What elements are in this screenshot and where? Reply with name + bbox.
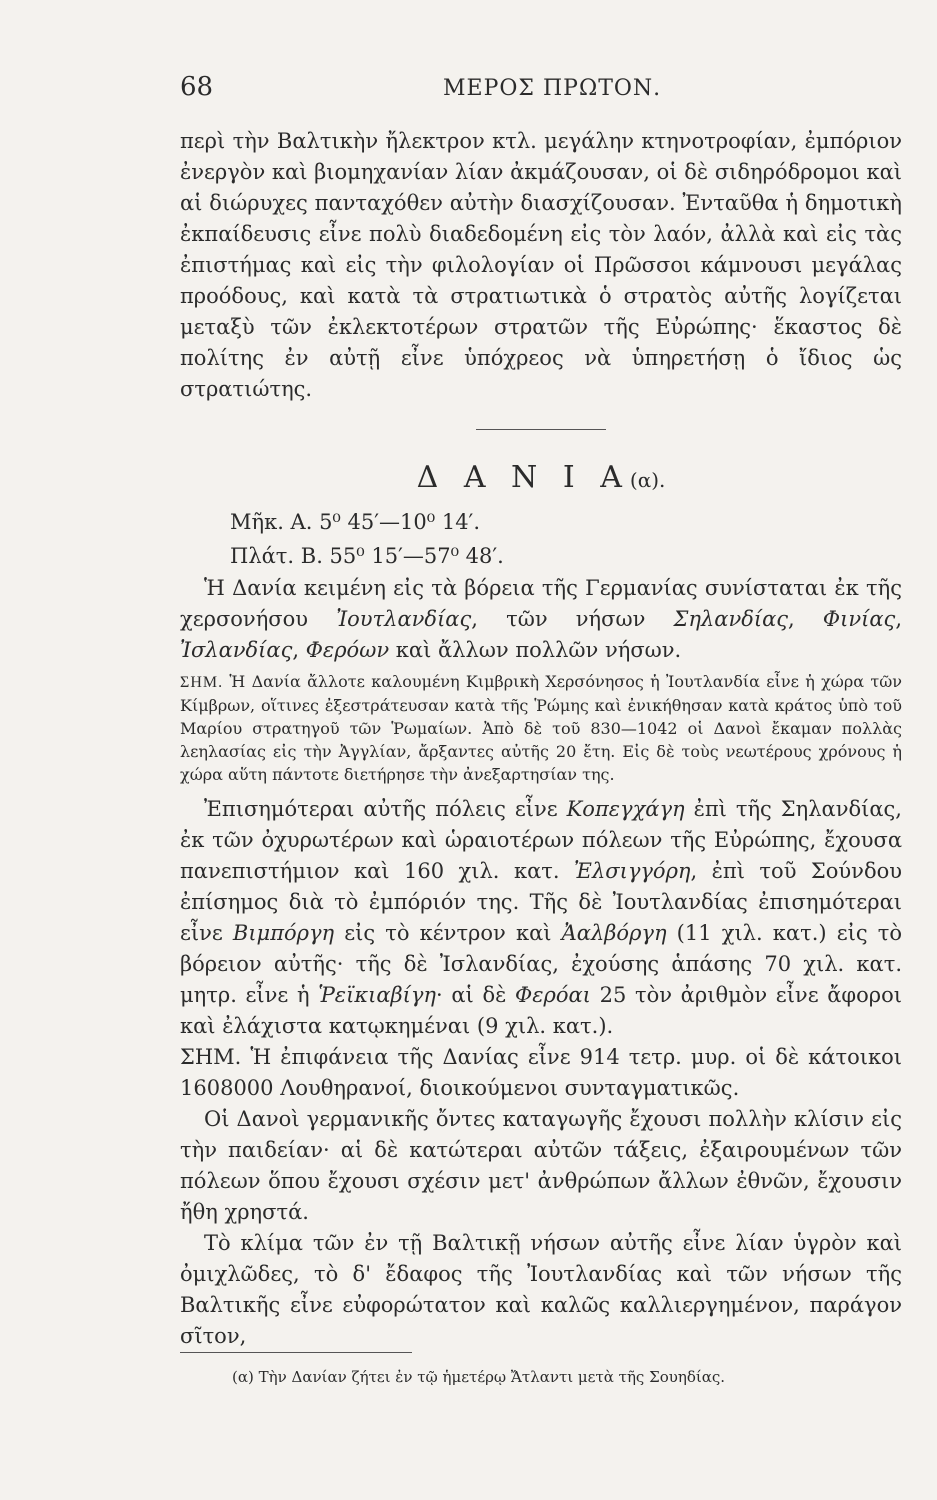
italic-city-name: Ῥεϊκιαβίγη — [318, 983, 437, 1007]
running-title: ΜΕΡΟΣ ΠΡΩΤΟΝ. — [443, 76, 662, 101]
page-number: 68 — [180, 72, 214, 102]
page-body — [180, 126, 902, 1352]
longitude-line: Μῆκ. Α. 5⁰ 45′—10⁰ 14′. — [230, 510, 481, 534]
note-text: Ἡ ἐπιφάνεια τῆς Δανίας εἶνε 914 τετρ. μυρ. οἱ δὲ κάτοικοι 1608000 Λουθηρανοί, διοικούμενοι συνταγματικῶς. — [180, 1045, 902, 1100]
population-note — [180, 1042, 902, 1104]
text-run: καὶ ἄλλων πολλῶν νήσων. — [389, 638, 682, 662]
text-run: (11 χιλ. κατ.) εἰς τὸ βόρειον αὐτῆς· τῆς δὲ Ἰσλανδίας, ἐχούσης ἁπάσης 70 χιλ. κατ. μητρ. εἶνε ἡ — [180, 921, 902, 1007]
note-label: ΣΗΜ. — [180, 1045, 242, 1069]
text-run: Ἡ Δανία κειμένη εἰς τὰ βόρεια τῆς Γερμανίας συνίσταται ἐκ τῆς χερσονήσου — [180, 576, 902, 631]
note-text: Ἡ Δανία ἄλλοτε καλουμένη Κιμβρικὴ Χερσόνησος ἡ Ἰουτλανδία εἶνε ἡ χώρα τῶν Κίμβρων, οἵτινες ἐξεστράτευσαν κατὰ τῆς Ῥώμης καὶ ἐνικήθησαν κατὰ κράτος ὑπὸ τοῦ Μαρίου στρατηγοῦ τῶν Ῥωμαίων. Ἀπὸ δὲ τοῦ 830—1042 οἱ Δανοὶ ἔκαμαν πολλὰς λεηλασίας εἰς τὴν Ἀγγλίαν, ἄρξαντες αὐτῆς 20 ἔτη. Εἰς δὲ τοὺς νεωτέρους χρόνους ἡ χώρα αὕτη πάντοτε διετήρησε τὴν ἀνεξαρτησίαν της. — [180, 672, 902, 784]
paragraph-prussia-end: περὶ τὴν Βαλτικὴν ἤλεκτρον κτλ. μεγάλην κτηνοτροφίαν, ἐμπόριον ἐνεργὸν καὶ βιομηχανίαν λίαν ἀκμάζουσαν, οἱ δὲ σιδηρόδρομοι καὶ αἱ διώρυχες πανταχόθεν αὐτὴν διασχίζουσαν. Ἐνταῦθα ἡ δημοτικὴ ἐκπαίδευσις εἶνε πολὺ διαδεδομένη εἰς τὸν λαόν, ἀλλὰ καὶ εἰς τὰς ἐπιστήμας καὶ εἰς τὴν φιλολογίαν οἱ Πρῶσσοι κάμνουσι μεγάλας προόδους, καὶ κατὰ τὰ στρατιωτικὰ ὁ στρατὸς αὐτῆς λογίζεται μεταξὺ τῶν ἐκλεκτοτέρων στρατῶν τῆς Εὐρώπης· ἕκαστος δὲ πολίτης ἐν αὐτῇ εἶνε ὑπόχρεος νὰ ὑπηρετήσῃ ὁ ἴδιος ὡς στρατιώτης. — [180, 129, 902, 401]
italic-place-name: Ἰσλανδίας — [180, 638, 293, 662]
history-note — [180, 670, 902, 786]
text-run: , — [895, 607, 902, 631]
italic-place-name: Φινίας — [822, 607, 896, 631]
paragraph-geography — [180, 573, 902, 666]
text-run: ἐπὶ τῆς Σηλανδίας, ἐκ τῶν ὀχυρωτέρων καὶ ὡραιοτέρων πόλεων τῆς Εὐρώπης, ἔχουσα πανεπιστήμιον καὶ 160 χιλ. κατ. — [180, 797, 902, 883]
text-run: 25 τὸν ἀριθμὸν εἶνε ἄφοροι καὶ ἐλάχιστα κατῳκημέναι (9 χιλ. κατ.). — [180, 983, 902, 1038]
latitude-line: Πλάτ. Β. 55⁰ 15′—57⁰ 48′. — [230, 544, 504, 568]
footnote-rule — [180, 1352, 412, 1353]
text-run: Ἐπισημότεραι αὐτῆς πόλεις εἶνε — [204, 797, 567, 821]
italic-city-name: Ἀαλβόργη — [561, 921, 667, 945]
footnote: (α) Τὴν Δανίαν ζήτει ἐν τῷ ἡμετέρῳ Ἄτλαντι μετὰ τῆς Σουηδίας. — [232, 1368, 726, 1386]
paragraph-cities — [180, 794, 902, 1042]
page-header — [180, 72, 900, 112]
italic-city-name: Κοπεγχάγη — [566, 797, 685, 821]
text-run: , — [292, 638, 306, 662]
note-label: ΣΗΜ. — [180, 674, 224, 691]
italic-city-name: Βιμπόργη — [232, 921, 335, 945]
paragraph-climate: Τὸ κλίμα τῶν ἐν τῇ Βαλτικῇ νήσων αὐτῆς εἶνε λίαν ὑγρὸν καὶ ὀμιχλῶδες, τὸ δ' ἔδαφος τῆς Ἰουτλανδίας καὶ τῶν νήσων τῆς Βαλτικῆς εἶνε εὐφορώτατον καὶ καλῶς καλλιεργημένον, παράγον σῖτον, — [180, 1231, 902, 1348]
text-run: · αἱ δὲ — [436, 983, 516, 1007]
text-run: , ἐπὶ τοῦ Σούνδου ἐπίσημος διὰ τὸ ἐμπόριόν της. Τῆς δὲ Ἰουτλανδίας ἐπισημότεραι εἶνε — [180, 859, 903, 945]
italic-place-name: Ἰουτλανδίας — [336, 607, 472, 631]
paragraph-people: Οἱ Δανοὶ γερμανικῆς ὄντες καταγωγῆς ἔχουσι πολλὴν κλίσιν εἰς τὴν παιδείαν· αἱ δὲ κατώτεραι αὐτῶν τάξεις, ἐξαιρουμένων τῶν πόλεων ὅπου ἔχουσι σχέσιν μετ' ἀνθρώπων ἄλλων ἐθνῶν, ἔχουσιν ἤθη χρηστά. — [180, 1107, 902, 1224]
text-run: εἰς τὸ κέντρον καὶ — [334, 921, 562, 945]
text-run: , — [788, 607, 823, 631]
section-divider — [476, 429, 606, 430]
text-run: , τῶν νήσων — [471, 607, 674, 631]
italic-city-name: Φερόαι — [515, 983, 591, 1007]
italic-place-name: Φερόων — [305, 638, 390, 662]
section-title — [180, 460, 902, 495]
italic-city-name: Ἐλσιγγόρη — [574, 859, 691, 883]
section-footnote-marker: (α). — [629, 468, 666, 492]
section-title-text: Δ Α Ν Ι Α — [416, 460, 630, 495]
italic-place-name: Σηλανδίας — [673, 607, 789, 631]
